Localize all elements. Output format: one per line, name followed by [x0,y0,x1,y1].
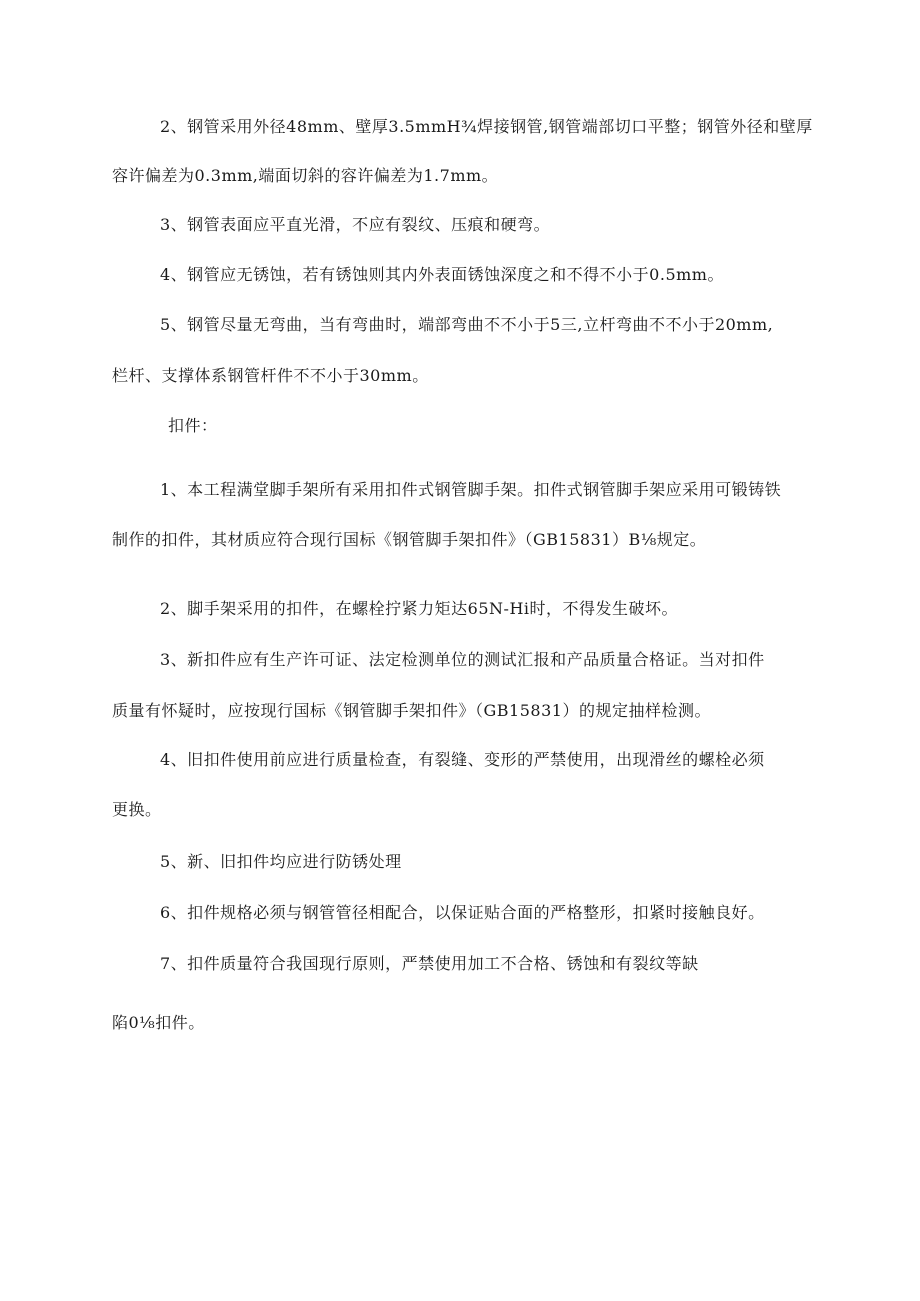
section-heading-fasteners: 扣件： [168,416,218,435]
paragraph-old-fastener-line1: 4、旧扣件使用前应进行质量检查，有裂缝、变形的严禁使用，出现滑丝的螺栓必须 [160,750,765,769]
paragraph-fastener-type-line2: 制作的扣件，其材质应符合现行国标《钢管脚手架扣件》（GB15831）B⅛规定。 [112,530,707,549]
paragraph-pipe-surface: 3、钢管表面应平直光滑，不应有裂纹、压痕和硬弯。 [160,215,551,234]
paragraph-fastener-certificate-line2: 质量有怀疑时，应按现行国标《钢管脚手架扣件》（GB15831）的规定抽样检测。 [112,701,711,720]
paragraph-fastener-certificate-line1: 3、新扣件应有生产许可证、法定检测单位的测试汇报和产品质量合格证。当对扣件 [160,650,765,669]
paragraph-pipe-rust: 4、钢管应无锈蚀，若有锈蚀则其内外表面锈蚀深度之和不得不小于0.5mm。 [160,265,724,284]
paragraph-steel-pipe-spec-line1: 2、钢管采用外径48mm、壁厚3.5mmH¾焊接钢管,钢管端部切口平整；钢管外径和壁厚 [160,117,813,136]
paragraph-pipe-bend-line1: 5、钢管尽量无弯曲，当有弯曲时，端部弯曲不不小于5三,立杆弯曲不不小于20mm, [160,315,774,334]
paragraph-pipe-bend-line2: 栏杆、支撑体系钢管杆件不不小于30mm。 [112,366,429,385]
paragraph-antirust: 5、新、旧扣件均应进行防锈处理 [160,852,402,871]
paragraph-fastener-torque: 2、脚手架采用的扣件，在螺栓拧紧力矩达65N-Hi时，不得发生破坏。 [160,599,679,618]
paragraph-fastener-quality-line2: 陷0⅛扣件。 [112,1013,205,1032]
paragraph-fastener-quality-line1: 7、扣件质量符合我国现行原则，严禁使用加工不合格、锈蚀和有裂纹等缺 [160,954,699,973]
paragraph-fastener-type-line1: 1、本工程满堂脚手架所有采用扣件式钢管脚手架。扣件式钢管脚手架应采用可锻铸铁 [160,480,782,499]
paragraph-steel-pipe-spec-line2: 容许偏差为0.3mm,端面切斜的容许偏差为1.7mm。 [112,166,499,185]
paragraph-fastener-spec: 6、扣件规格必须与钢管管径相配合，以保证贴合面的严格整形，扣紧时接触良好。 [160,903,765,922]
paragraph-old-fastener-line2: 更换。 [112,800,162,819]
